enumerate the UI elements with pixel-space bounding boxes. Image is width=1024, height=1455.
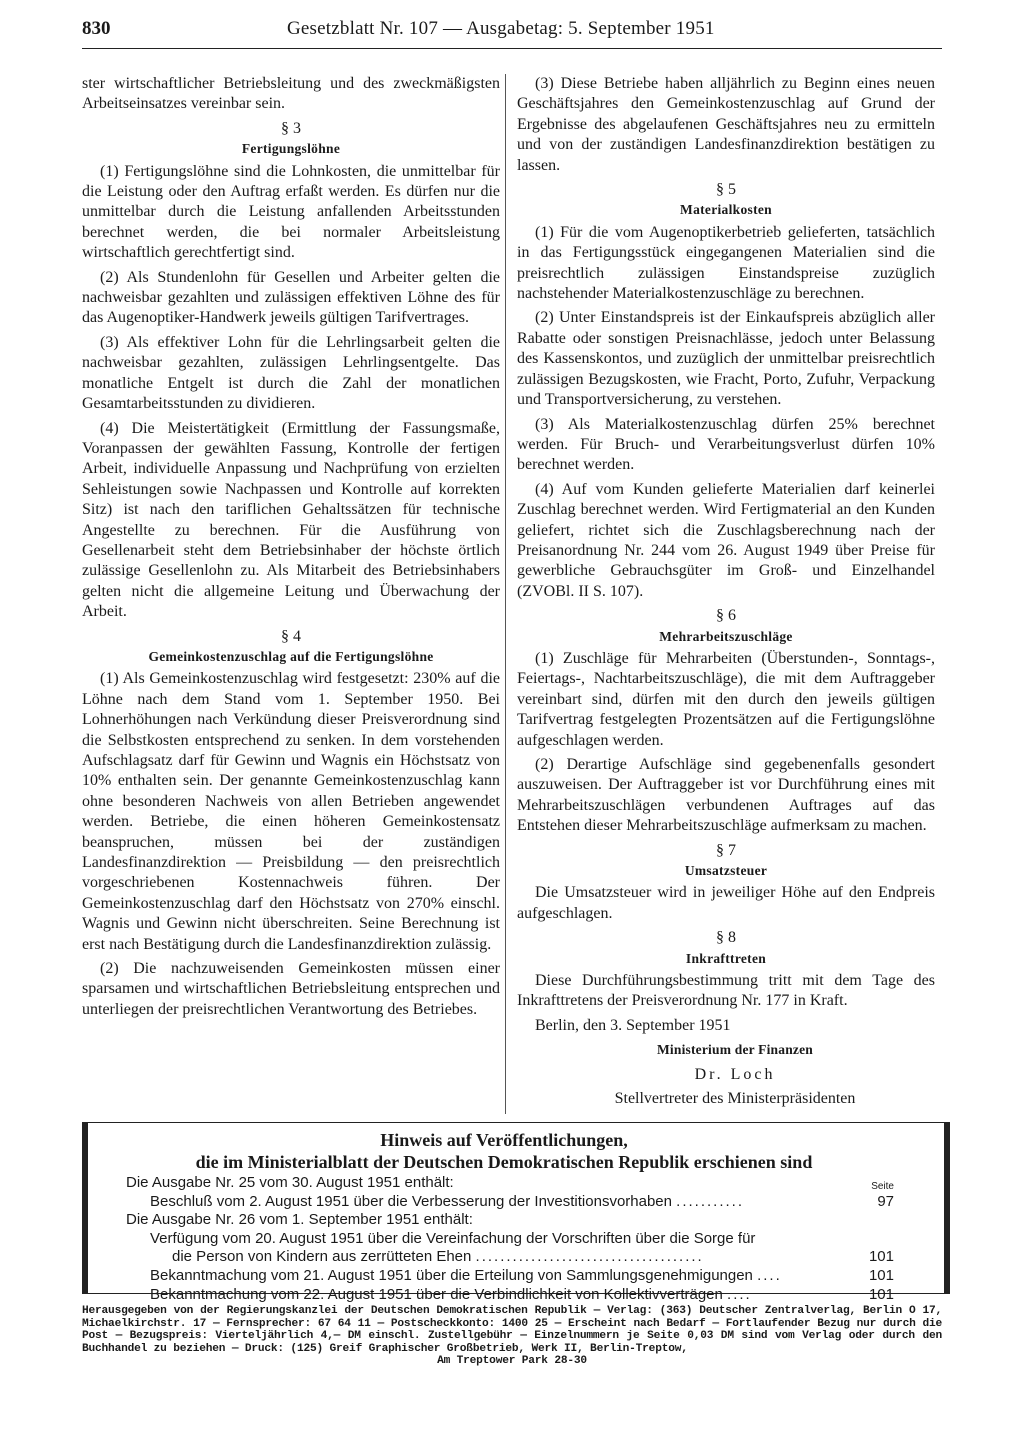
signature-role: Stellvertreter des Ministerpräsidenten <box>614 1090 856 1108</box>
paragraph: (4) Die Meistertätigkeit (Ermittlung der Fassungsmaße, Voranpassen der gewählten Fassung, Kontrolle der fertigen Arbeit, individuelle Anpassung und Nachprüfung von erzielten Sehleistungen sowie Nachpassen und Kontrolle auf korrekten Sitz) ist nach den tariflichen Gehaltssätzen für technische Angestellte zu berechnen. Für die Ausführung von Gesellenarbeit steht dem Betriebsinhaber der höchste örtlich zulässige Gesellenlohn zu. Als Mitarbeit des Betriebsinhabers gelten nicht die allgemeine Leitung und Überwachung der Arbeit. <box>82 419 500 621</box>
paragraph: (3) Als effektiver Lohn für die Lehrlingsarbeit gelten die nachweisbar gezahlten, zulässigen Lehrlingsentgelte. Das monatliche Entgelt ist durch die Zahl der monatlichen Gesamtarbeitsstunden zu dividieren. <box>82 333 500 413</box>
item-text: Verfügung vom 20. August 1951 über die Vereinfachung der Vorschriften über die Sorge für <box>150 1229 756 1247</box>
section-title: Fertigungslöhne <box>241 141 341 157</box>
notice-item-continued <box>114 1248 894 1267</box>
paragraph: ster wirtschaftlicher Betriebsleitung und des zweckmäßigsten Arbeitseinsatzes vereinbar sein. <box>82 75 500 113</box>
paragraph: (4) Auf vom Kunden gelieferte Materialien darf keinerlei Zuschlag berechnet werden. Wird Fertigmaterial an den Kunden geliefert, richtet sich die Zuschlagsberechnung nach der Preisanordnung Nr. 244 vom 26. August 1949 über Preise für gewerbliche Gebrauchsgüter im Groß- und Einzelhandel (ZVOBl. II S. 107). <box>517 480 935 600</box>
section-number: § 7 <box>716 841 736 859</box>
paragraph: (1) Fertigungslöhne sind die Lohnkosten, die unmittelbar für die Leistung oder den Auftrag erfaßt werden. Es dürfen nur die unmittelbar durch die Leistung anfallenden Arbeitsstunden berechnet werden, die bei normaler Arbeitsleistung wirtschaftlich gerechtfertigt sind. <box>82 162 500 262</box>
section-number: § 6 <box>716 607 736 625</box>
item-text: Beschluß vom 2. August 1951 über die Verbesserung der Investitionsvorhaben <box>150 1192 672 1210</box>
section-title: Mehrarbeitszuschläge <box>659 628 793 644</box>
notice-item <box>114 1230 894 1249</box>
imprint-address: Am Treptower Park 28-30 <box>437 1355 587 1368</box>
paragraph: (2) Derartige Aufschläge sind gegebenenfalls gesondert auszuweisen. Der Auftraggeber ist vor Durchführung eines mit Mehrarbeitszuschlägen verbundenen Auftrages auf das Entstehen dieser Mehrarbeitszuschläge aufmerksam zu machen. <box>517 756 935 835</box>
item-text: Bekanntmachung vom 21. August 1951 über die Erteilung von Sammlungsgenehmigungen <box>150 1266 753 1284</box>
page-column-label: Seite <box>871 1181 894 1192</box>
notice-item <box>114 1193 894 1212</box>
item-page: 101 <box>868 1285 894 1303</box>
section-number: § 3 <box>281 119 301 137</box>
leader-dots: .... <box>757 1266 782 1284</box>
item-page: 101 <box>868 1266 894 1284</box>
paragraph: (1) Für die vom Augenoptikerbetrieb gelieferten, tatsächlich in das Fertigungsstück eingegangenen Materialien sind die preisrechtlich zulässigen Einstandspreise zuzüglich nachstehender Materialkostenzuschläge zu berechnen. <box>517 223 935 303</box>
header-rule <box>82 48 942 49</box>
paragraph: (2) Als Stundenlohn für Gesellen und Arbeiter gelten die nachweisbar gezahlten und zulässigen effektiven Löhne des für das Augenoptiker-Handwerk jeweils gültigen Tarifvertrages. <box>82 268 500 327</box>
item-text: die Person von Kindern aus zerrütteten Ehen <box>172 1248 472 1266</box>
notice-subtitle: die im Ministerialblatt der Deutschen Demokratischen Republik erschienen sind <box>195 1152 813 1172</box>
edition-label: Die Ausgabe Nr. 26 vom 1. September 1951 enthält: <box>126 1211 473 1229</box>
signature-date: Berlin, den 3. September 1951 <box>535 1016 731 1034</box>
publication-notice-box <box>82 1122 950 1303</box>
notice-title: Hinweis auf Veröffentlichungen, <box>380 1130 628 1150</box>
section-number: § 4 <box>281 627 301 645</box>
leader-dots: ..................................... <box>475 1248 704 1266</box>
section-title: Materialkosten <box>680 202 772 218</box>
item-page: 101 <box>868 1248 894 1266</box>
notice-item <box>114 1286 894 1305</box>
section-number: § 5 <box>716 181 736 199</box>
section-title: Inkrafttreten <box>685 950 767 966</box>
section-title: Umsatzsteuer <box>684 863 768 879</box>
leader-dots: ........... <box>676 1192 745 1210</box>
paragraph: (3) Diese Betriebe haben alljährlich zu Beginn eines neuen Geschäftsjahres den Gemeinkostenzuschlag auf Grund der Ergebnisse des abgelaufenen Geschäftsjahres neu zu ermitteln und von der zuständigen Landesfinanzdirektion bestätigen zu lassen. <box>517 75 935 174</box>
edition-label: Die Ausgabe Nr. 25 vom 30. August 1951 enthält: <box>126 1174 454 1191</box>
column-divider <box>505 74 506 1114</box>
paragraph: Die Umsatzsteuer wird in jeweiliger Höhe auf den Endpreis aufgeschlagen. <box>517 884 935 922</box>
imprint-text: Herausgegeben von der Regierungskanzlei der Deutschen Demokratischen Republik — Verlag: (363) Deutscher Zentralverlag, Berlin O 17, Michaelkirchstr. 17 — Fernsprecher: 67 64 11 — Postscheckkonto: 1400 25 — Erscheint nach Bedarf — Fortlaufender Bezug nur durch die Post — Bezugspreis: Vierteljährlich 4,— DM einschl. Zustellgebühr — Einzelnummern je Seite 0,03 DM sind vom Verlag oder durch den Buchhandel zu beziehen — Druck: (125) Greif Graphischer Großbetrieb, Werk II, Berlin-Treptow, <box>82 1305 942 1355</box>
section-number: § 8 <box>716 929 736 947</box>
signature-name: Dr. Loch <box>694 1065 776 1083</box>
item-text: Bekanntmachung vom 22. August 1951 über die Verbindlichkeit von Kollektivverträgen <box>150 1285 723 1303</box>
section-title: Gemeinkostenzuschlag auf die Fertigungslöhne <box>148 648 434 664</box>
page-number: 830 <box>82 18 111 39</box>
right-column <box>517 74 935 1114</box>
item-page: 97 <box>877 1192 894 1210</box>
page-header <box>82 18 942 52</box>
paragraph: (2) Unter Einstandspreis ist der Einkaufspreis abzüglich aller Rabatte oder sonstigen Preisnachlässe, jedoch unter Belassung des Kassenskontos, und zuzüglich der unmittelbar preisrechtlich zulässigen Bezugskosten, wie Fracht, Porto, Zufuhr, Verpackung und Transportversicherung, zu verstehen. <box>517 309 935 409</box>
notice-edition <box>114 1174 894 1193</box>
signature-ministry: Ministerium der Finanzen <box>656 1042 814 1058</box>
paragraph: (1) Als Gemeinkostenzuschlag wird festgesetzt: 230% auf die Löhne nach dem Stand vom 1. September 1950. Bei Lohnerhöhungen nach Verkündung dieser Preisverordnung sind die Selbstkosten entsprechend zu senken. In dem vorstehenden Aufschlagsatz darf für Gewinn und Wagnis ein Höchstsatz von 10% enthalten sein. Der genannte Gemeinkostenzuschlag kann ohne besonderen Nachweis von allen Betrieben angewendet werden. Betriebe, die einen höheren Gemeinkostensatz beanspruchen, müssen bei der zuständigen Landesfinanzdirektion — Preisbildung — den preisrechtlich vorgeschriebenen Kostennachweis führen. Der Gemeinkostenzuschlag darf den Höchstsatz von 270% einschl. Wagnis und Gewinn nicht überschreiten. Seine Berechnung ist erst nach Bestätigung durch die Landesfinanzdirektion zulässig. <box>82 670 500 953</box>
notice-item <box>114 1267 894 1286</box>
paragraph: (3) Als Materialkostenzuschlag dürfen 25% berechnet werden. Für Bruch- und Verarbeitungsverlust dürfen 10% berechnet werden. <box>517 415 935 474</box>
paragraph: (2) Die nachzuweisenden Gemeinkosten müssen einer sparsamen und wirtschaftlichen Betriebsleitung entsprechen und unterliegen der preisrechtlichen Verantwortung des Betriebes. <box>82 960 500 1018</box>
gazette-title: Gesetzblatt Nr. 107 — Ausgabetag: 5. September 1951 <box>287 18 715 39</box>
leader-dots: .... <box>727 1285 752 1303</box>
paragraph: Diese Durchführungsbestimmung tritt mit dem Tage des Inkrafttretens der Preisverordnung Nr. 177 in Kraft. <box>517 972 935 1010</box>
paragraph: (1) Zuschläge für Mehrarbeiten (Überstunden-, Sonntags-, Feiertags-, Nachtarbeitszuschläge), die mit dem Auftraggeber vereinbart sind, dürfen mit den durch den jeweils gültigen Tarifvertrag festgelegten Prozentsätzen auf die Fertigungslöhne aufgeschlagen werden. <box>517 649 935 749</box>
left-column <box>82 74 500 1024</box>
imprint <box>82 1305 942 1368</box>
notice-edition <box>114 1211 894 1230</box>
